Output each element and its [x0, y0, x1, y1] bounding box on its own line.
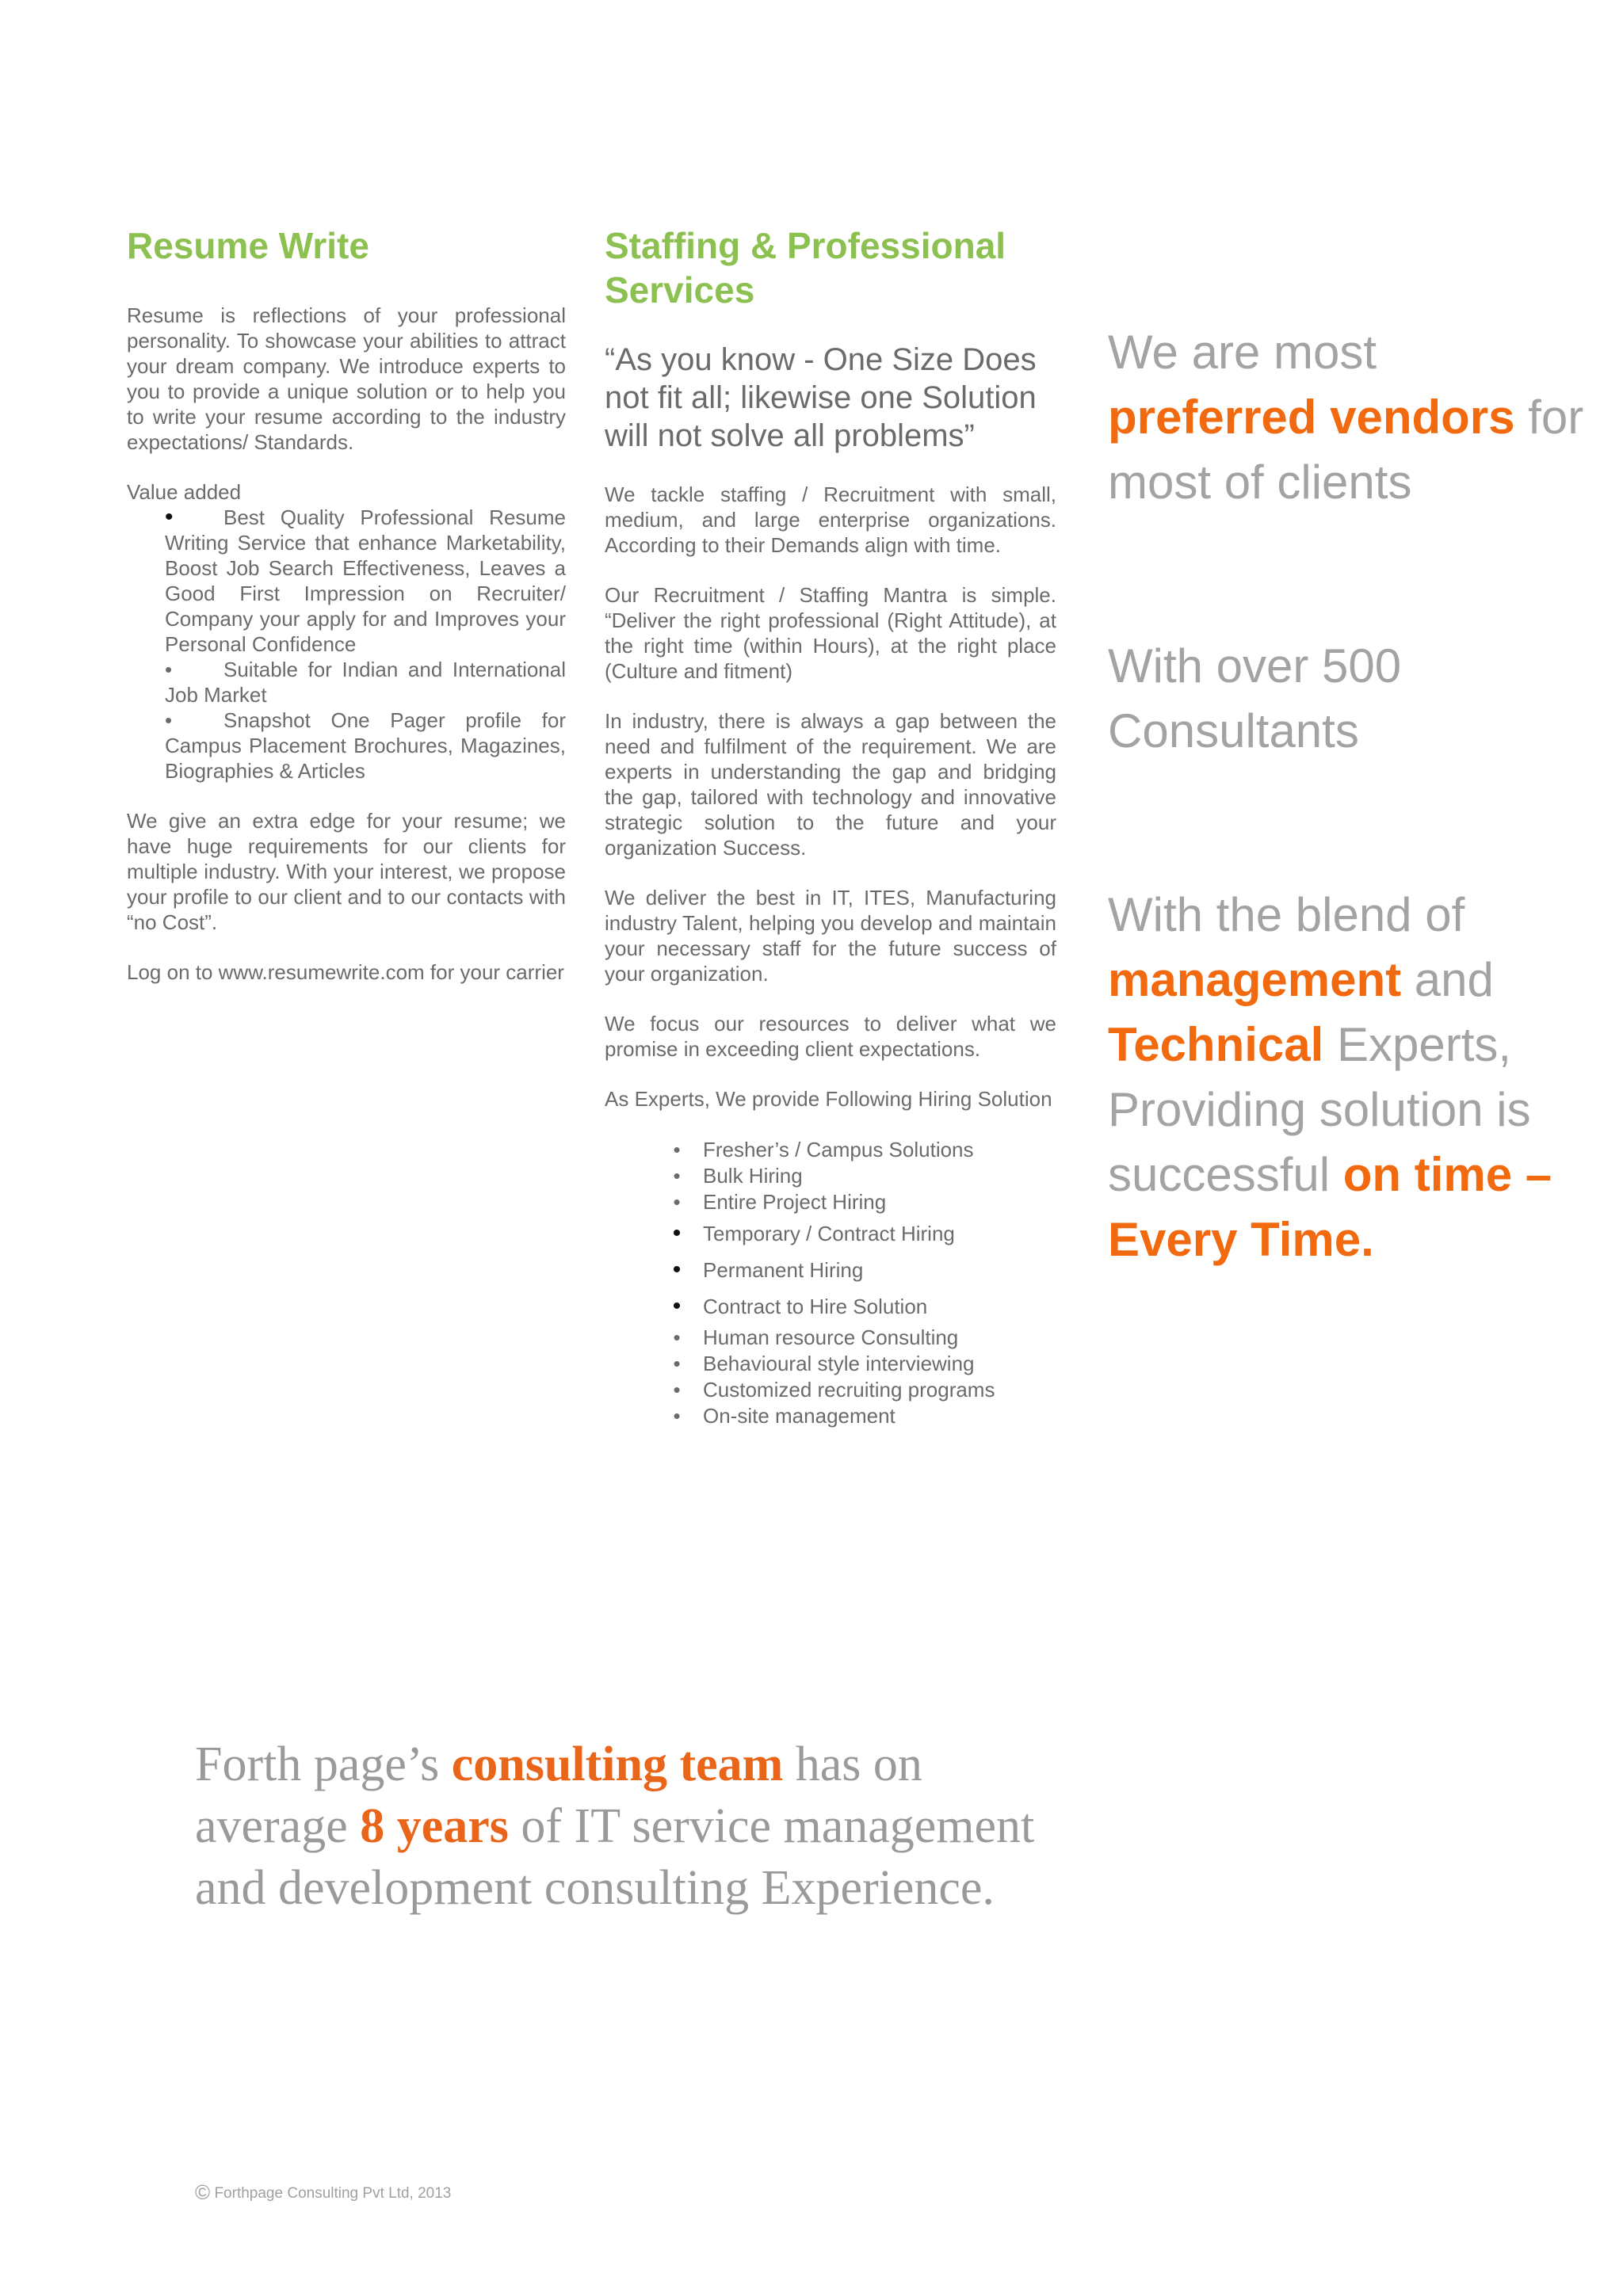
- hiring-solutions-list: [605, 1137, 1056, 1429]
- bullet-icon: •: [672, 1257, 682, 1283]
- staffing-paragraph-2: Our Recruitment / Staffing Mantra is simple. “Deliver the right professional (Right Attitude), at the right time (within Hours), at the right place (Culture and fitment): [605, 583, 1056, 683]
- staffing-paragraph-5: We focus our resources to deliver what we promise in exceeding client expectations.: [605, 1012, 1056, 1061]
- list-item: • Suitable for Indian and International Job Market: [165, 658, 566, 707]
- staffing-quote: “As you know - One Size Does not fit all; likewise one Solution will not solve all problems”: [605, 342, 1037, 453]
- bullet-icon: •: [672, 1293, 682, 1319]
- staffing-paragraph-1: We tackle staffing / Recruitment with small, medium, and large enterprise organizations. According to their Demands align with time.: [605, 482, 1056, 557]
- blend-statement: With the blend of management and Technical Experts, Providing solution is successful on time – Every Time.: [1108, 888, 1552, 1266]
- bullet-icon: •: [673, 1325, 681, 1349]
- list-item: • Entire Project Hiring: [605, 1189, 1056, 1215]
- copyright-text: Forthpage Consulting Pvt Ltd, 2013: [214, 2185, 452, 2202]
- bullet-icon: •: [165, 708, 173, 732]
- resume-logon-text: Log on to www.resumewrite.com for your carrier: [127, 960, 564, 984]
- bullet-icon: •: [673, 1138, 681, 1161]
- value-added-label: Value added: [127, 480, 242, 504]
- list-item: • Fresher’s / Campus Solutions: [605, 1137, 1056, 1163]
- staffing-paragraph-6: As Experts, We provide Following Hiring Solution: [605, 1087, 1052, 1111]
- resume-intro: Resume is reflections of your professional personality. To showcase your abilities to attract your dream company. We introduce experts to you to provide a unique solution or to help you to write your resume according to the industry expectations/ Standards.: [127, 303, 566, 454]
- bullet-icon: •: [673, 1164, 681, 1188]
- bullet-icon: •: [673, 1404, 681, 1428]
- list-item: • Permanent Hiring: [605, 1252, 1056, 1288]
- staffing-heading: Staffing & Professional Services: [605, 225, 1006, 311]
- staffing-paragraph-4: We deliver the best in IT, ITES, Manufacturing industry Talent, helping you develop and maintain your necessary staff for the future success of your organization.: [605, 886, 1056, 986]
- copyright-footer: [195, 2180, 451, 2205]
- resume-write-heading: Resume Write: [127, 225, 369, 266]
- list-item: • Behavioural style interviewing: [605, 1351, 1056, 1377]
- consulting-team-statement: Forth page’s consulting team has on average 8 years of IT service management and development consulting Experience.: [195, 1737, 1035, 1915]
- bullet-icon: •: [673, 1378, 681, 1402]
- list-item: • Best Quality Professional Resume Writing Service that enhance Marketability, Boost Job Search Effectiveness, Leaves a Good First Impression on Recruiter/ Company your apply for and Improves your Personal Confidence: [165, 504, 566, 656]
- resume-write-column: [127, 223, 566, 985]
- list-item: • Snapshot One Pager profile for Campus Placement Brochures, Magazines, Biographies & Articles: [165, 708, 566, 783]
- highlights-column: [1108, 320, 1615, 1272]
- list-item: • On-site management: [605, 1403, 1056, 1429]
- list-item: • Bulk Hiring: [605, 1163, 1056, 1189]
- bullet-icon: •: [165, 504, 174, 530]
- consultants-statement: With over 500 Consultants: [1108, 639, 1402, 757]
- preferred-vendors-statement: We are most preferred vendors for most of clients: [1108, 326, 1584, 509]
- value-added-list: [127, 505, 566, 784]
- list-item: • Human resource Consulting: [605, 1325, 1056, 1351]
- bullet-icon: •: [673, 1190, 681, 1214]
- list-item: • Contract to Hire Solution: [605, 1288, 1056, 1325]
- resume-edge-text: We give an extra edge for your resume; we have huge requirements for our clients for multiple industry. With your interest, we propose your profile to our client and to our contacts with “no Cost”.: [127, 809, 566, 934]
- bullet-icon: •: [672, 1220, 682, 1246]
- staffing-column: [605, 223, 1056, 1429]
- copyright-icon: ©: [195, 2180, 211, 2204]
- staffing-paragraph-3: In industry, there is always a gap between the need and fulfilment of the requirement. We are experts in understanding the gap and bridging the gap, tailored with technology and innovative strategic solution to the future and your organization Success.: [605, 709, 1056, 860]
- list-item: • Temporary / Contract Hiring: [605, 1215, 1056, 1252]
- bullet-icon: •: [673, 1352, 681, 1375]
- list-item: • Customized recruiting programs: [605, 1377, 1056, 1403]
- bullet-icon: •: [165, 658, 173, 681]
